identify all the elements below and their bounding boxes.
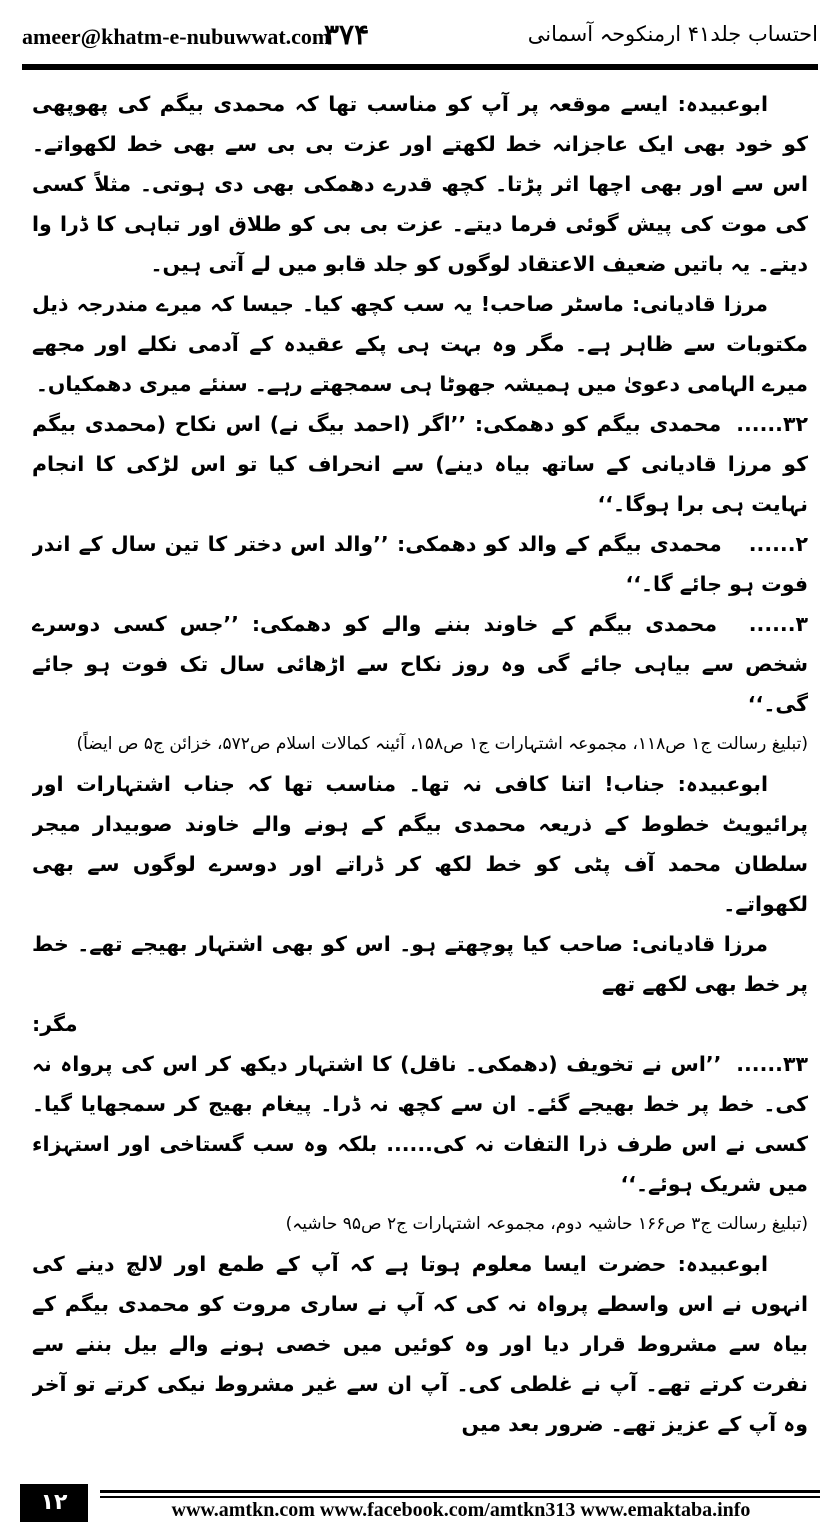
item-text: محمدی بیگم کو دھمکی: ’’اگر (احمد بیگ نے) اس نکاح (محمدی بیگم کو مرزا قادیانی کے ساتھ بیاہ دینے) سے انحراف کیا تو اس لڑکی کا انجام نہایت ہی برا ہوگا۔‘‘ bbox=[32, 412, 808, 516]
numbered-item-2 bbox=[32, 524, 808, 604]
paragraph-mirza-2: مرزا قادیانی: صاحب کیا پوچھتے ہو۔ اس کو بھی اشتہار بھیجے تھے۔ خط پر خط بھی لکھے تھے bbox=[32, 932, 808, 996]
item-number: ۲...... bbox=[748, 532, 808, 556]
numbered-item-33 bbox=[32, 1044, 808, 1204]
item-text: محمدی بیگم کے والد کو دھمکی: ’’والد اس دختر کا تین سال کے اندر فوت ہو جائے گا۔‘‘ bbox=[32, 532, 808, 596]
item-text: ’’اس نے تخویف (دھمکی۔ ناقل) کا اشتہار دیکھ کر اس کی پرواہ نہ کی۔ خط پر خط بھیجے گئے۔ ان سے کچھ نہ ڈرا۔ پیغام بھیج کر سمجھایا گیا۔ کسی نے اس طرف ذرا التفات نہ کی...... بلکہ وہ سب گستاخی اور استہزاء میں شریک ہوئے۔‘‘ bbox=[32, 1052, 808, 1196]
header-rule bbox=[22, 64, 818, 70]
item-number: ۳۲...... bbox=[736, 412, 808, 436]
footer-page-badge: ۱۲ bbox=[20, 1484, 88, 1522]
item-number: ۳۳...... bbox=[736, 1052, 808, 1076]
paragraph-mirza-2-end: مگر: bbox=[32, 1012, 78, 1036]
footer-links: www.amtkn.com www.facebook.com/amtkn313 www.emaktaba.info bbox=[171, 1499, 751, 1521]
footer-rule-top bbox=[100, 1490, 820, 1493]
book-title: احتساب جلد۴۱ ارمنکوحہ آسمانی bbox=[527, 22, 818, 46]
numbered-item-32 bbox=[32, 404, 808, 524]
footer-rule-bottom bbox=[100, 1496, 820, 1498]
paragraph-abu-ubaida-2: ابوعبیدہ: جناب! اتنا کافی نہ تھا۔ مناسب تھا کہ جناب اشتہارات اور پرائیویٹ خطوط کے ذریعہ محمدی بیگم کے ہونے والے خاوند صوبیدار میجر سلطان محمد آف پٹی کو خط لکھ کر ڈراتے اور دوسرے لوگوں سے بھی لکھواتے۔ bbox=[32, 772, 808, 916]
item-text: محمدی بیگم کے خاوند بننے والے کو دھمکی: ’’جس کسی دوسرے شخص سے بیاہی جائے گی وہ روز نکاح سے اڑھائی سال تک فوت ہو جائے گی۔‘‘ bbox=[32, 612, 808, 716]
page-number: ۳۷۴ bbox=[324, 18, 370, 51]
paragraph-abu-ubaida-1: ابوعبیدہ: ایسے موقعہ پر آپ کو مناسب تھا کہ محمدی بیگم کی پھوپھی کو خود بھی ایک عاجزانہ خط لکھتے اور عزت بی بی سے بھی خط لکھواتے۔ اس سے اور بھی اچھا اثر پڑتا۔ کچھ قدرے دھمکی بھی دی ہوتی۔ مثلاً کسی کی موت کی پیش گوئی فرما دیتے۔ عزت بی بی کو طلاق اور تباہی کا ڈرا وا دیتے۔ یہ باتیں ضعیف الاعتقاد لوگوں کو جلد قابو میں لے آتی ہیں۔ bbox=[32, 92, 808, 276]
page-body bbox=[32, 84, 808, 1464]
page-header bbox=[22, 18, 818, 64]
numbered-item-3 bbox=[32, 604, 808, 724]
page-footer bbox=[20, 1482, 820, 1532]
reference-2: (تبلیغ رسالت ج۳ ص۱۶۶ حاشیہ دوم، مجموعہ اشتہارات ج۲ ص۹۵ حاشیہ) bbox=[285, 1214, 808, 1234]
item-number: ۳...... bbox=[748, 612, 808, 636]
reference-1: (تبلیغ رسالت ج۱ ص۱۱۸، مجموعہ اشتہارات ج۱ ص۱۵۸، آئینہ کمالات اسلام ص۵۷۲، خزائن ج۵ ص ایضاً) bbox=[76, 734, 808, 754]
header-email: ameer@khatm-e-nubuwwat.com bbox=[22, 24, 331, 49]
paragraph-abu-ubaida-3: ابوعبیدہ: حضرت ایسا معلوم ہوتا ہے کہ آپ کے طمع اور لالچ دینے کی انہوں نے اس واسطے پرواہ نہ کی کہ آپ نے ساری مروت کو محمدی بیگم کے بیاہ سے مشروط قرار دیا اور وہ کوئیں میں خصی ہونے والے بیل بننے سے نفرت کرتے تھے۔ آپ نے غلطی کی۔ آپ ان سے غیر مشروط نیکی کرتے تو آخر وہ آپ کے عزیز تھے۔ ضرور بعد میں bbox=[32, 1252, 808, 1436]
paragraph-mirza-1: مرزا قادیانی: ماسٹر صاحب! یہ سب کچھ کیا۔ جیسا کہ میرے مندرجہ ذیل مکتوبات سے ظاہر ہے۔ مگر وہ بہت ہی پکے عقیدہ کے آدمی نکلے اور مجھے میرے الہامی دعویٰ میں ہمیشہ جھوٹا ہی سمجھتے رہے۔ سنئے میری دھمکیاں۔ bbox=[32, 292, 808, 396]
